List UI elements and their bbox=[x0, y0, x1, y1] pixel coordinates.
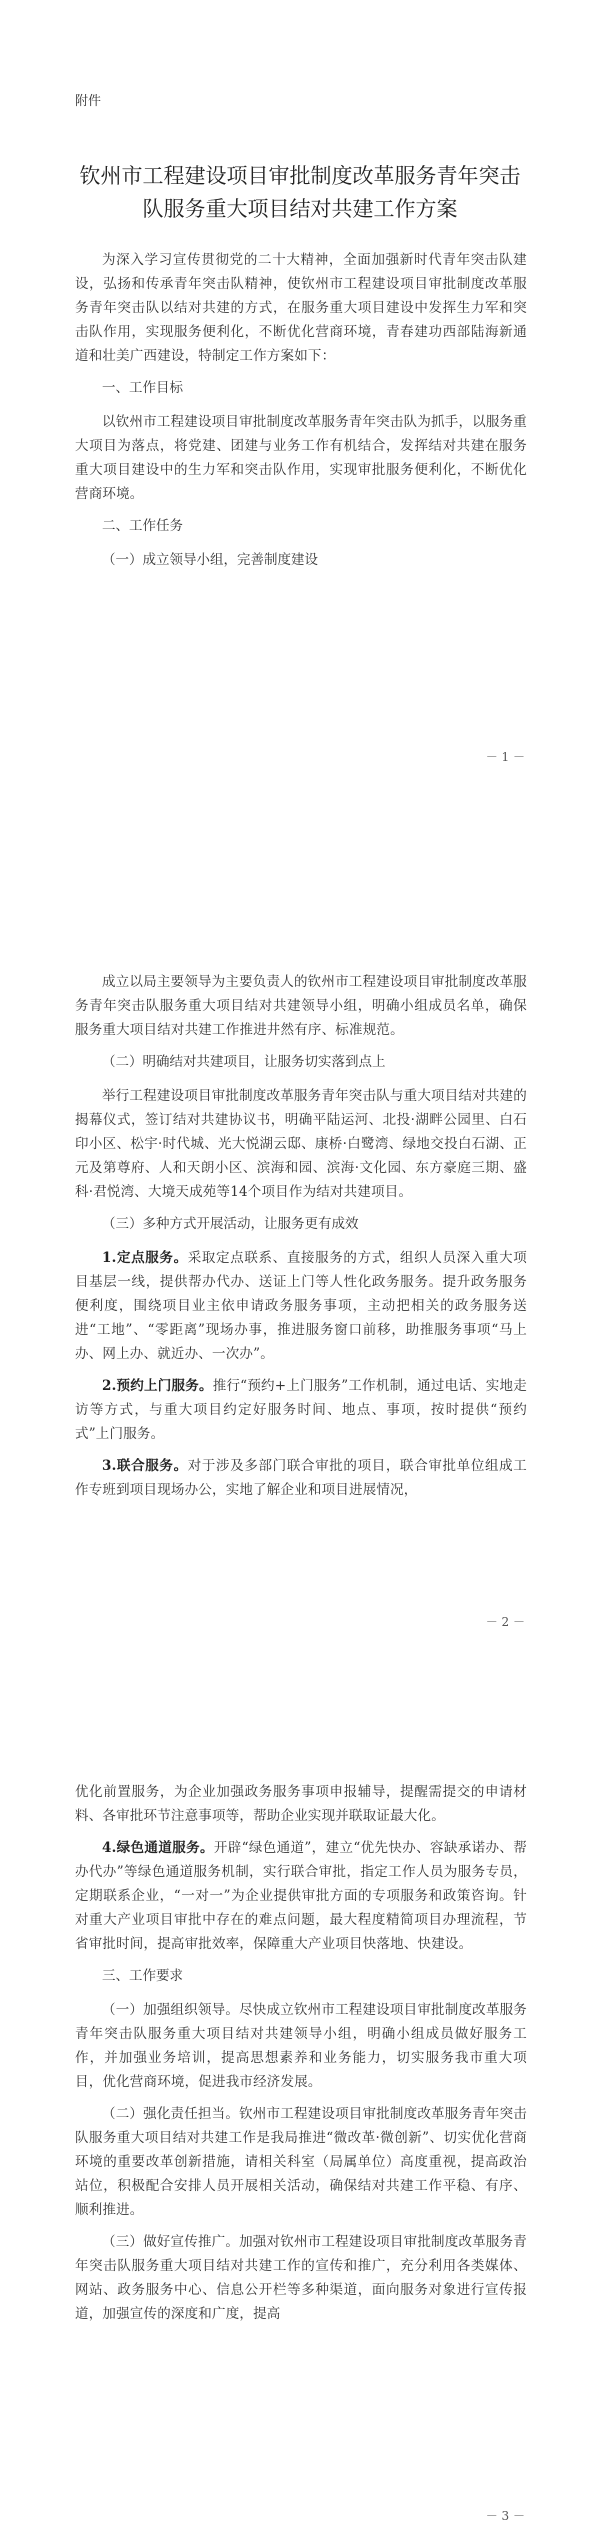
service-item-title: 2.预约上门服务。 bbox=[102, 1378, 213, 1394]
document-page-2 bbox=[0, 800, 600, 1645]
subheading-activities: （三）多种方式开展活动，让服务更有成效 bbox=[102, 1216, 359, 1232]
pairing-projects-paragraph: 举行工程建设项目审批制度改革服务青年突击队与重大项目结对共建的揭幕仪式，签订结对共建协议书，明确平陆运河、北投·湖畔公园里、白石印小区、松宇·时代城、光大悦湖云邸、康桥·白鹭湾、绿地交投白石湖、正元及第尊府、人和天朗小区、滨海和园、滨海·文化园、东方豪庭三期、盛科·君悦湾、大境天成苑等14个项目作为结对共建项目。 bbox=[75, 1088, 527, 1200]
page-number: － 2 － bbox=[485, 1615, 525, 1629]
service-item-title: 3.联合服务。 bbox=[102, 1458, 188, 1474]
requirement-publicity: （三）做好宣传推广。加强对钦州市工程建设项目审批制度改革服务青年突击队服务重大项目结对共建工作的宣传和推广，充分利用各类媒体、网站、政务服务中心、信息公开栏等多种渠道，面向服务对象进行宣传报道，加强宣传的深度和广度，提高 bbox=[75, 2234, 527, 2322]
page-1-body bbox=[75, 248, 527, 582]
service-item-appointment bbox=[75, 1374, 527, 1446]
service-item-text: 推行“预约+上门服务”工作机制，通过电话、实地走访等方式，与重大项目约定好服务时间、地点、事项，按时提供“预约式”上门服务。 bbox=[75, 1378, 527, 1442]
service-item-text: 开辟“绿色通道”，建立“优先快办、容缺承诺办、帮办代办”等绿色通道服务机制，实行联合审批，指定工作人员为服务专员，定期联系企业，“一对一”为企业提供审批方面的专项服务和政策咨询。针对重大产业项目审批中存在的难点问题，最大程度精简项目办理流程，节省审批时间，提高审批效率，保障重大产业项目快落地、快建设。 bbox=[75, 1840, 527, 1952]
document-title: 钦州市工程建设项目审批制度改革服务青年突击队服务重大项目结对共建工作方案 bbox=[79, 164, 521, 221]
document-page-3 bbox=[0, 1645, 600, 2546]
leadership-paragraph: 成立以局主要领导为主要负责人的钦州市工程建设项目审批制度改革服务青年突击队服务重大项目结对共建领导小组，明确小组成员名单，确保服务重大项目结对共建工作推进井然有序、标准规范。 bbox=[75, 974, 527, 1038]
page-3-body bbox=[75, 1780, 527, 2334]
service-item-fixed-point bbox=[75, 1246, 527, 1366]
service-item-text: 对于涉及多部门联合审批的项目，联合审批单位组成工作专班到项目现场办公，实地了解企业和项目进展情况， bbox=[75, 1458, 527, 1498]
service-item-title: 1.定点服务。 bbox=[102, 1250, 188, 1266]
document-page-1 bbox=[0, 0, 600, 800]
page-2-body bbox=[75, 970, 527, 1510]
section-heading-requirements: 三、工作要求 bbox=[102, 1968, 183, 1984]
attachment-label: 附件 bbox=[75, 94, 102, 109]
intro-paragraph: 为深入学习宣传贯彻党的二十大精神，全面加强新时代青年突击队建设，弘扬和传承青年突击队精神，使钦州市工程建设项目审批制度改革服务青年突击队以结对共建的方式，在服务重大项目建设中发挥生力军和突击队作用，实现服务便利化，不断优化营商环境，青春建功西部陆海新通道和壮美广西建设，特制定工作方案如下： bbox=[75, 252, 527, 364]
page-number: － 3 － bbox=[485, 2509, 525, 2523]
subheading-pairing-projects: （二）明确结对共建项目，让服务切实落到点上 bbox=[102, 1054, 386, 1070]
service-item-text: 采取定点联系、直接服务的方式，组织人员深入重大项目基层一线，提供帮办代办、送证上门等人性化政务服务。提升政务服务便利度，围绕项目业主依申请政务服务事项，主动把相关的政务服务送进“工地”、“零距离”现场办事，推进服务窗口前移，助推服务事项“马上办、网上办、就近办、一次办”。 bbox=[75, 1250, 527, 1362]
page-number: － 1 － bbox=[485, 750, 525, 764]
continued-paragraph: 优化前置服务，为企业加强政务服务事项申报辅导，提醒需提交的申请材料、各审批环节注意事项等，帮助企业实现并联取证最大化。 bbox=[75, 1784, 527, 1824]
service-item-green-channel bbox=[75, 1836, 527, 1956]
service-item-title: 4.绿色通道服务。 bbox=[102, 1840, 214, 1856]
requirement-organization: （一）加强组织领导。尽快成立钦州市工程建设项目审批制度改革服务青年突击队服务重大项目结对共建领导小组，明确小组成员做好服务工作，并加强业务培训，提高思想素养和业务能力，切实服务我市重大项目，优化营商环境，促进我市经济发展。 bbox=[75, 2002, 527, 2090]
section-heading-goals: 一、工作目标 bbox=[102, 380, 183, 396]
requirement-responsibility: （二）强化责任担当。钦州市工程建设项目审批制度改革服务青年突击队服务重大项目结对共建工作是我局推进“微改革·微创新”、切实优化营商环境的重要改革创新措施，请相关科室（局属单位）高度重视，提高政治站位，积极配合安排人员开展相关活动，确保结对共建工作平稳、有序、顺利推进。 bbox=[75, 2106, 527, 2218]
section-heading-tasks: 二、工作任务 bbox=[102, 518, 183, 534]
service-item-joint bbox=[75, 1454, 527, 1502]
subheading-leadership-group: （一）成立领导小组，完善制度建设 bbox=[102, 552, 318, 568]
goals-paragraph: 以钦州市工程建设项目审批制度改革服务青年突击队为抓手，以服务重大项目为落点，将党建、团建与业务工作有机结合，发挥结对共建在服务重大项目建设中的生力军和突击队作用，实现审批服务便利化，不断优化营商环境。 bbox=[75, 414, 527, 502]
